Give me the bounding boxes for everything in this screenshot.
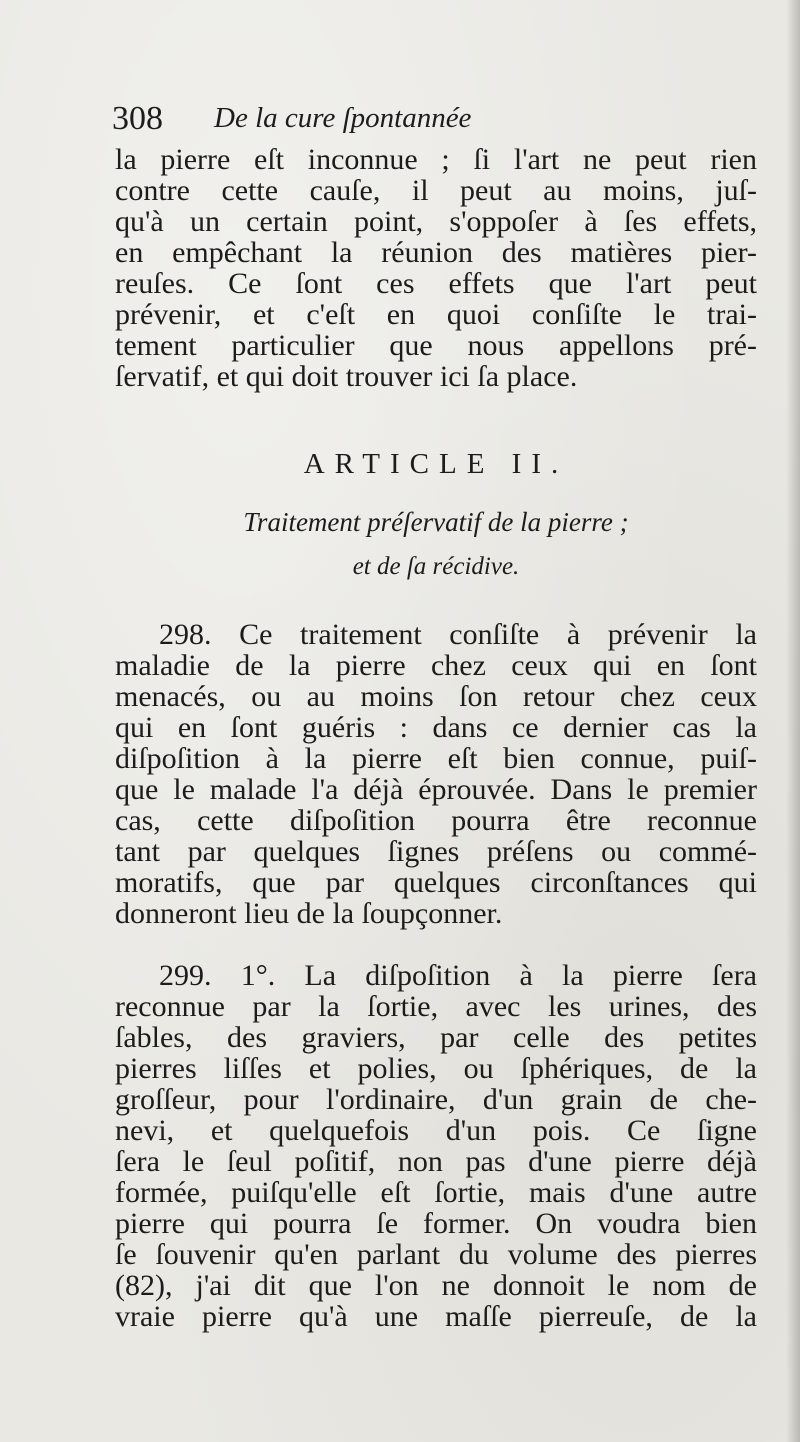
- text-line: reconnue par la ſortie, avec les urines, des: [115, 990, 757, 1023]
- text-line: groſſeur, pour l'ordinaire, d'un grain de che-: [115, 1083, 757, 1116]
- text-line: contre cette cauſe, il peut au moins, juſ-: [115, 174, 757, 207]
- text-line: ſervatif, et qui doit trouver ici ſa place.: [115, 360, 578, 393]
- text-line: donneront lieu de la ſoupçonner.: [115, 897, 503, 930]
- text-line: tement particulier que nous appellons pré-: [115, 329, 757, 362]
- article-subtitle-continued: et de ſa récidive.: [352, 553, 520, 580]
- text-line: 299. 1°. La diſpoſition à la pierre ſera: [159, 959, 757, 992]
- text-line: cas, cette diſpoſition pourra être reconnue: [115, 804, 757, 837]
- text-line: tant par quelques ſignes préſens ou commé-: [115, 835, 757, 868]
- text-line: prévenir, et c'eſt en quoi conſiſte le trai-: [115, 298, 757, 331]
- paragraph-299: [115, 960, 757, 1332]
- text-line: formée, puiſqu'elle eſt ſortie, mais d'une autre: [115, 1176, 757, 1209]
- text-line: ſables, des graviers, par celle des petites: [115, 1021, 757, 1054]
- text-line: la pierre eſt inconnue ; ſi l'art ne peut rien: [115, 143, 757, 176]
- page-number: 308: [112, 100, 163, 137]
- page-edge-shadow: [786, 0, 800, 1442]
- text-line: vraie pierre qu'à une maſſe pierreuſe, de la: [115, 1300, 757, 1333]
- article-subtitle: Traitement préſervatif de la pierre ;: [243, 507, 629, 537]
- text-line: reuſes. Ce ſont ces effets que l'art peut: [115, 267, 757, 300]
- text-line: nevi, et quelquefois d'un pois. Ce ſigne: [115, 1114, 757, 1147]
- paragraph-intro: [115, 144, 757, 392]
- text-line: que le malade l'a déjà éprouvée. Dans le premier: [115, 773, 757, 806]
- text-line: menacés, ou au moins ſon retour chez ceux: [115, 680, 757, 713]
- text-line: maladie de la pierre chez ceux qui en ſont: [115, 649, 757, 682]
- text-line: moratifs, que par quelques circonſtances qui: [115, 866, 757, 899]
- text-line: pierre qui pourra ſe former. On voudra bien: [115, 1207, 757, 1240]
- text-line: 298. Ce traitement conſiſte à prévenir la: [159, 618, 757, 651]
- article-heading: ARTICLE II.: [303, 448, 569, 480]
- running-head: De la cure ſpontannée: [214, 102, 472, 134]
- text-line: (82), j'ai dit que l'on ne donnoit le nom de: [115, 1269, 757, 1302]
- paragraph-298: [115, 619, 757, 929]
- text-line: pierres liſſes et polies, ou ſphériques, de la: [115, 1052, 757, 1085]
- text-line: ſe ſouvenir qu'en parlant du volume des pierres: [115, 1238, 757, 1271]
- page-header: [112, 100, 752, 146]
- text-line: qu'à un certain point, s'oppoſer à ſes effets,: [115, 205, 757, 238]
- text-line: en empêchant la réunion des matières pier-: [115, 236, 757, 269]
- text-line: ſera le ſeul poſitif, non pas d'une pierre déjà: [115, 1145, 757, 1178]
- text-line: diſpoſition à la pierre eſt bien connue, puiſ-: [115, 742, 757, 775]
- text-line: qui en ſont guéris : dans ce dernier cas la: [115, 711, 757, 744]
